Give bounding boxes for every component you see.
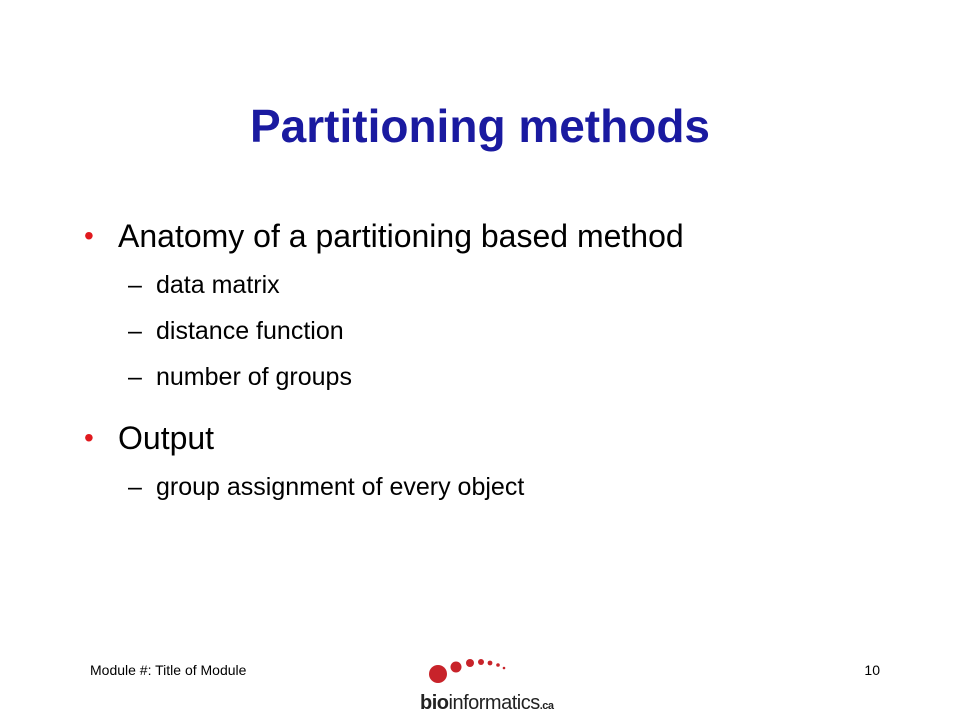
logo-text: bioinformatics.ca [420,692,554,714]
slide-content [84,212,904,524]
sub-marker: – [128,317,142,345]
sub-item [84,464,904,510]
sub-item [84,354,904,400]
page-number: 10 [864,662,880,678]
sub-item [84,262,904,308]
sub-text: data matrix [156,271,280,299]
sub-item [84,308,904,354]
sub-list [84,262,904,400]
bioinformatics-logo [418,652,554,716]
sub-list [84,464,904,510]
logo-dots-icon [418,652,548,692]
bullet-text: Anatomy of a partitioning based method [118,218,684,254]
sub-marker: – [128,271,142,299]
sub-text: distance function [156,317,344,345]
sub-marker: – [128,473,142,501]
slide-title: Partitioning methods [250,100,710,152]
sub-marker: – [128,363,142,391]
bullet-item-anatomy [84,212,904,260]
footer-module-title: Module #: Title of Module [90,662,247,678]
bullet-text: Output [118,420,215,456]
sub-text: number of groups [156,363,352,391]
sub-text: group assignment of every object [156,473,525,501]
bullet-item-output [84,414,904,462]
bullet-marker: • [84,220,94,251]
bullet-marker: • [84,422,94,453]
